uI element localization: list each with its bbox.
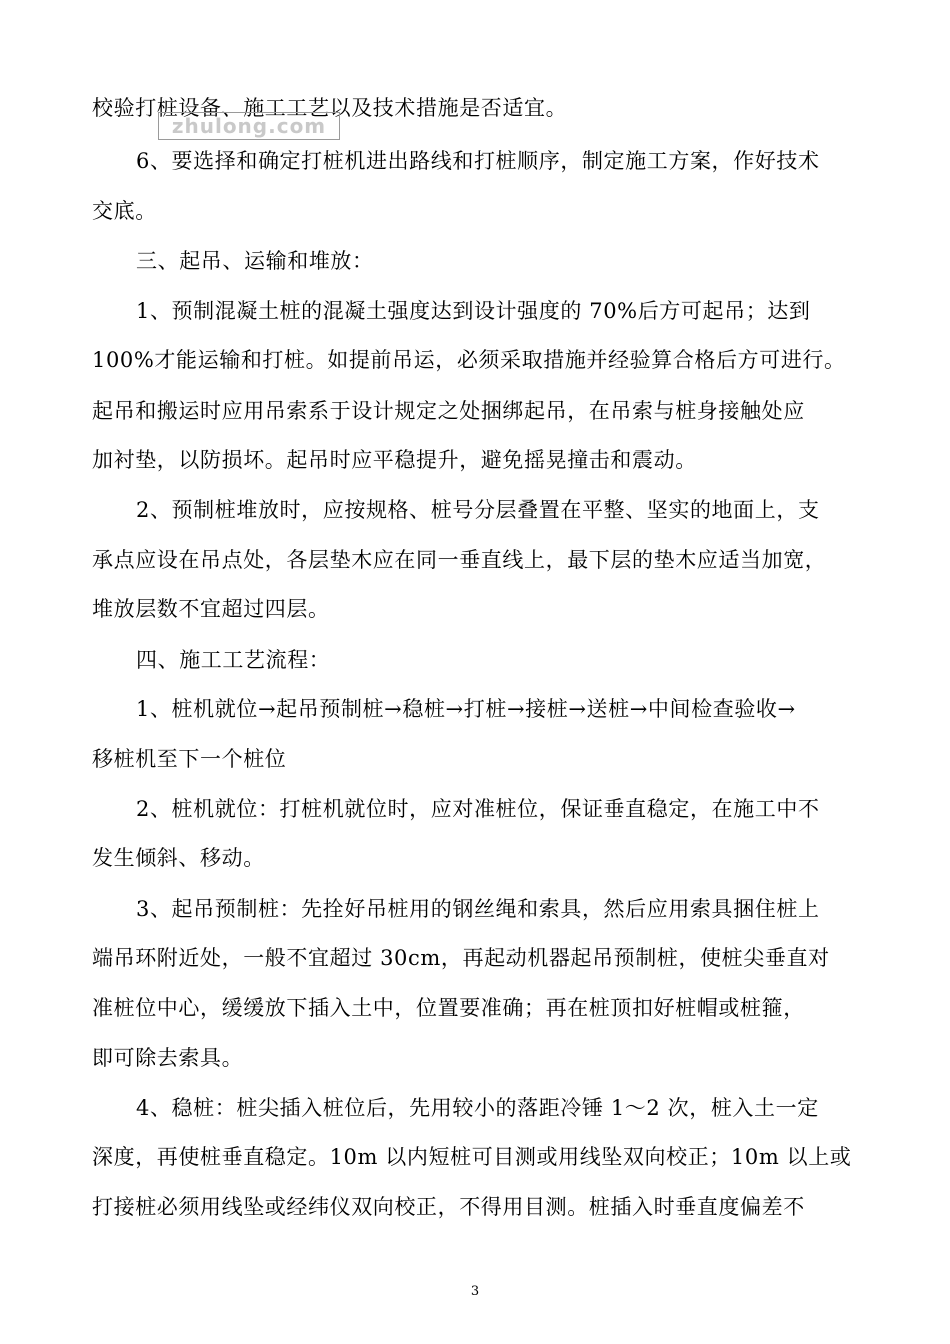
text-line: 起吊和搬运时应用吊索系于设计规定之处捆绑起吊，在吊索与桩身接触处应 (92, 399, 805, 423)
text-line: 交底。 (92, 199, 157, 223)
text-line: 3、起吊预制桩：先拴好吊桩用的钢丝绳和索具，然后应用索具捆住桩上 (136, 897, 820, 921)
text-line: 堆放层数不宜超过四层。 (92, 597, 330, 621)
text-line: 发生倾斜、移动。 (92, 846, 265, 870)
section-heading: 四、施工工艺流程： (136, 648, 331, 672)
text-line: 承点应设在吊点处，各层垫木应在同一垂直线上，最下层的垫木应适当加宽， (92, 548, 827, 572)
section-heading: 三、起吊、运输和堆放： (136, 249, 374, 273)
watermark: zhulong.com (158, 112, 340, 140)
text-line: 1、预制混凝土桩的混凝土强度达到设计强度的 70%后方可起吊；达到 (136, 299, 811, 323)
text-line: 打接桩必须用线坠或经纬仪双向校正，不得用目测。桩插入时垂直度偏差不 (92, 1195, 805, 1219)
text-line: 4、稳桩：桩尖插入桩位后，先用较小的落距冷锤 1～2 次，桩入土一定 (136, 1096, 819, 1120)
page-number: 3 (470, 1284, 480, 1299)
text-line: 即可除去索具。 (92, 1046, 244, 1070)
text-line: 1、桩机就位→起吊预制桩→稳桩→打桩→接桩→送桩→中间检查验收→ (136, 697, 796, 721)
text-line: 准桩位中心，缓缓放下插入土中，位置要准确；再在桩顶扣好桩帽或桩箍， (92, 996, 805, 1020)
text-line: 100%才能运输和打桩。如提前吊运，必须采取措施并经验算合格后方可进行。 (92, 348, 846, 372)
text-line: 6、要选择和确定打桩机进出路线和打桩顺序，制定施工方案，作好技术 (136, 149, 820, 173)
text-line: 2、桩机就位：打桩机就位时，应对准桩位，保证垂直稳定，在施工中不 (136, 797, 820, 821)
text-line: 端吊环附近处，一般不宜超过 30cm，再起动机器起吊预制桩，使桩尖垂直对 (92, 946, 830, 970)
text-line: 2、预制桩堆放时，应按规格、桩号分层叠置在平整、坚实的地面上，支 (136, 498, 820, 522)
text-line: 校验打桩设备、施工工艺以及技术措施是否适宜。 (92, 96, 568, 120)
text-line: 深度，再使桩垂直稳定。10m 以内短桩可目测或用线坠双向校正；10m 以上或 (92, 1145, 852, 1169)
text-line: 加衬垫，以防损坏。起吊时应平稳提升，避免摇晃撞击和震动。 (92, 448, 697, 472)
text-line: 移桩机至下一个桩位 (92, 747, 287, 771)
